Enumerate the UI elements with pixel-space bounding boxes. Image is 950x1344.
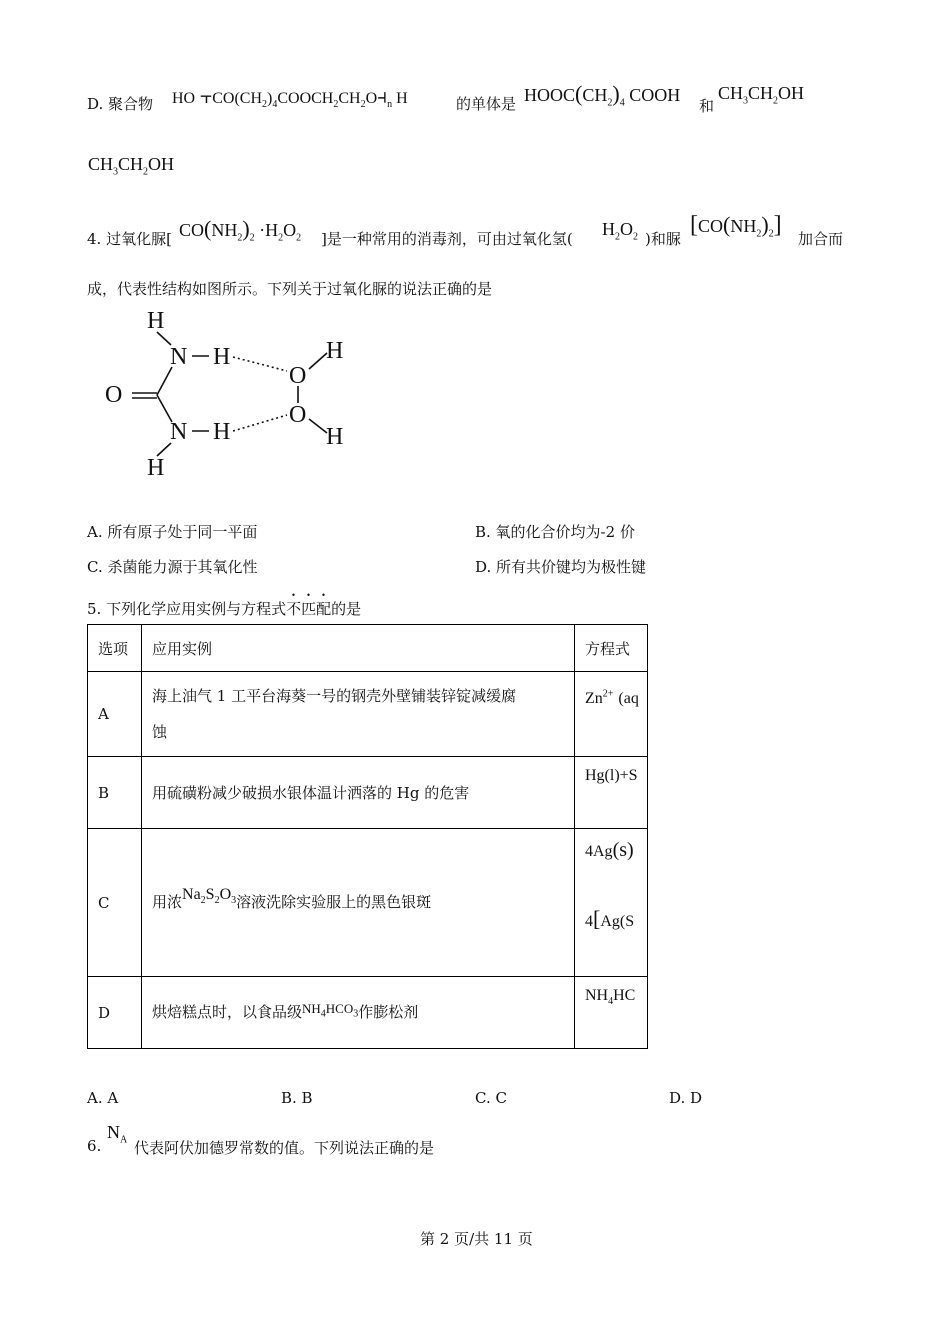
q3-and: 和 xyxy=(699,97,715,115)
row-a-equation: $Zn^{2+}$ (aq xyxy=(575,672,648,757)
bond-c-n-bot xyxy=(157,395,172,422)
row-b-equation: Hg(l)+S xyxy=(575,757,648,829)
table-row xyxy=(88,757,648,829)
q5-answer-b: B. B xyxy=(281,1089,313,1107)
atom-o-right-bot: O xyxy=(289,402,307,428)
atom-h-right-top: H xyxy=(326,338,344,364)
row-c-example: 用浓$Na_2S_2O_3$溶液洗除实验服上的黑色银斑 xyxy=(142,829,575,977)
q5-emphasis: 不匹配 xyxy=(286,600,332,618)
row-a-example: 海上油气 1 工平台海葵一号的钢壳外壁铺装锌锭减缓腐 蚀 xyxy=(142,672,575,757)
q5-answer-c: C. C xyxy=(475,1089,507,1107)
row-a-label: A xyxy=(88,672,142,757)
atom-o-right-top: O xyxy=(289,363,307,389)
bond-c-n-top xyxy=(157,367,172,395)
atom-h-n-bot: H xyxy=(213,419,231,445)
bond-o-h-bot xyxy=(309,419,327,433)
table-row xyxy=(88,672,648,757)
q4-stem-line2: 成，代表性结构如图所示。下列关于过氧化脲的说法正确的是 xyxy=(87,280,493,298)
q3-monomer-text: 的单体是 xyxy=(456,95,517,113)
q4-stem-line1: 4. 过氧化脲[ xyxy=(87,230,172,248)
row-c-equation: 4Ag(s) 4[Ag(S xyxy=(575,829,648,977)
atom-h-top: H xyxy=(147,308,165,334)
table-row xyxy=(88,977,648,1049)
q4-option-c: C. 杀菌能力源于其氧化性 xyxy=(87,558,258,576)
q6-stem: 代表阿伏加德罗常数的值。下列说法正确的是 xyxy=(134,1139,435,1157)
q3-monomer-1: $HOOC(CH_2)_4$ COOH xyxy=(524,81,681,109)
row-c-label: C xyxy=(88,829,142,977)
row-d-example: 烘焙糕点时，以食品级$NH_4HCO_3$作膨松剂 xyxy=(142,977,575,1049)
q4-stem-mid: ]是一种常用的消毒剂，可由过氧化氢( xyxy=(321,230,573,248)
table-row xyxy=(88,829,648,977)
atom-h-right-bot: H xyxy=(326,424,344,450)
row-b-example: 用硫磺粉减少破损水银体温计洒落的 Hg 的危害 xyxy=(142,757,575,829)
q4-option-b: B. 氧的化合价均为-2 价 xyxy=(475,523,635,541)
q5-answer-a: A. A xyxy=(87,1089,119,1107)
q3-polymer-formula: HO $⫟CO(CH_2)_4COOCH_2CH_2O⫞_n$ H xyxy=(172,86,408,111)
page-footer: 第 2 页/共 11 页 xyxy=(420,1230,533,1248)
header-option: 选项 xyxy=(88,625,142,672)
q4-option-d: D. 所有共价键均为极性键 xyxy=(475,558,647,576)
header-equation: 方程式 xyxy=(575,625,648,672)
q3-option-d-prefix: D. 聚合物 xyxy=(87,95,154,113)
row-b-label: B xyxy=(88,757,142,829)
hbond-top xyxy=(233,357,287,371)
bond-o-h-top xyxy=(309,353,327,369)
urea-peroxide-structure-diagram xyxy=(95,305,365,485)
q4-formula-urea: $[CO(NH_2)_2]$ xyxy=(690,212,782,240)
row-d-label: D xyxy=(88,977,142,1049)
row-d-equation: $NH_4HC$ xyxy=(575,977,648,1049)
q5-stem: 5. 下列化学应用实例与方程式不匹配的是 xyxy=(87,600,362,618)
q6-number: 6. xyxy=(87,1137,102,1155)
q4-formula-urea-peroxide: $CO(NH_2)_2 \cdot H_2O_2$ xyxy=(179,216,302,244)
atom-n-bot: N xyxy=(170,419,188,445)
atom-h-bot: H xyxy=(147,455,165,481)
table-row xyxy=(88,625,648,672)
q4-formula-h2o2: $H_2O_2$ xyxy=(602,219,638,243)
atom-o-left: O xyxy=(105,382,123,408)
header-example: 应用实例 xyxy=(142,625,575,672)
atom-h-n-top: H xyxy=(213,344,231,370)
q4-stem-and-urea: )和脲 xyxy=(645,230,681,248)
q4-option-a: A. 所有原子处于同一平面 xyxy=(87,523,258,541)
q5-table xyxy=(87,624,648,1049)
atom-n-top: N xyxy=(170,344,188,370)
q3-line2-formula: $CH_3CH_2OH$ xyxy=(88,154,175,178)
q3-monomer-2: $CH_3CH_2OH$ xyxy=(718,83,805,107)
q5-answer-d: D. D xyxy=(669,1089,703,1107)
q6-na-symbol: $N_A$ xyxy=(107,1122,128,1146)
q4-stem-end: 加合而 xyxy=(798,230,844,248)
hbond-bot xyxy=(233,415,287,431)
